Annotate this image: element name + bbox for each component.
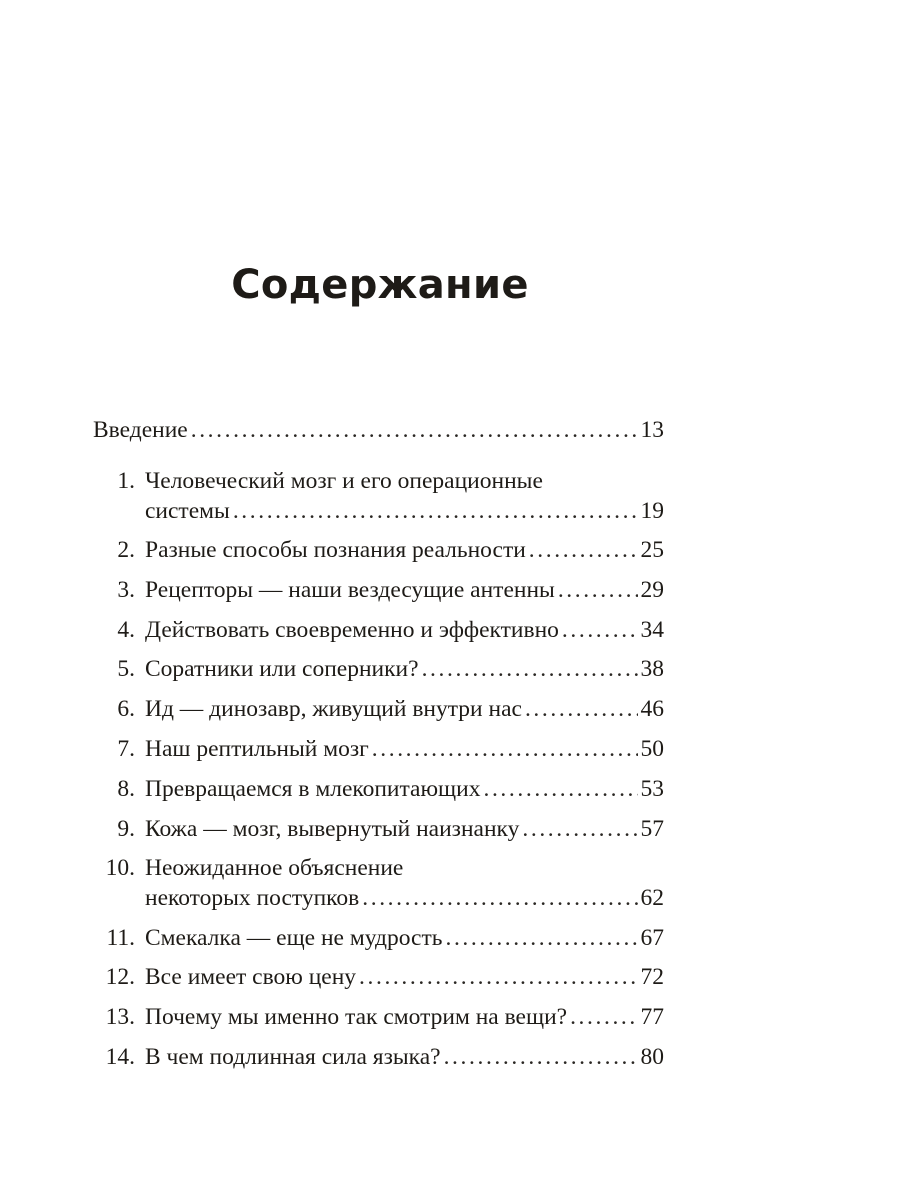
dot-leader [372,734,638,764]
dot-leader [191,415,638,445]
toc-entry-chapter-10[interactable] [93,853,664,913]
page-title: Содержание [231,262,529,308]
chapter-number: 4. [117,617,135,643]
dot-leader [444,1042,638,1072]
dot-leader [422,654,638,684]
toc-entry-title: Введение [93,417,188,443]
dot-leader [359,962,637,992]
toc-entry-title: Разные способы познания реальности [145,537,526,563]
toc-page-number: 80 [640,1044,664,1070]
chapter-number: 6. [117,696,135,722]
toc-entry-title: Все имеет свою цену [145,964,357,990]
toc-page-number: 46 [640,696,664,722]
toc-page-number: 77 [640,1004,664,1030]
chapter-number: 14. [105,1044,135,1070]
dot-leader [445,923,637,953]
toc-page-number: 34 [640,617,664,643]
toc-entry-title: Рецепторы — наши вездесущие антенны [145,577,555,603]
dot-leader [525,694,638,724]
toc-entry-chapter-8[interactable] [93,774,664,804]
toc-entry-title-continued: системы [145,498,230,524]
toc-entry-chapter-5[interactable] [93,654,664,684]
dot-leader [522,814,637,844]
chapter-number: 10. [105,855,135,881]
toc-entry-title: Человеческий мозг и его операционные [145,468,543,494]
toc-entry-title: Действовать своевременно и эффективно [145,617,559,643]
toc-entry-chapter-12[interactable] [93,962,664,992]
chapter-number: 9. [117,816,135,842]
toc-entry-title: Кожа — мозг, вывернутый наизнанку [145,816,520,842]
toc-page-number: 13 [640,417,664,443]
dot-leader [558,575,638,605]
toc-page-number: 67 [640,925,664,951]
chapter-number: 1. [117,468,135,494]
toc-page-number: 62 [640,885,664,911]
toc-entry-chapter-9[interactable] [93,814,664,844]
chapter-number: 2. [117,537,135,563]
chapter-number: 8. [117,776,135,802]
toc-entry-chapter-4[interactable] [93,615,664,645]
toc-page-number: 50 [640,736,664,762]
toc-entry-title: Соратники или соперники? [145,656,419,682]
chapter-number: 7. [117,736,135,762]
toc-entry-chapter-2[interactable] [93,535,664,565]
toc-entry-title-continued: некоторых поступков [145,885,360,911]
toc-entry-title: Неожиданное объяснение [145,855,404,881]
toc-entry-intro[interactable] [93,415,664,445]
toc-entry-chapter-7[interactable] [93,734,664,764]
toc-page-number: 53 [640,776,664,802]
dot-leader [233,496,638,526]
toc-page-number: 72 [640,964,664,990]
toc-page-number: 19 [640,498,664,524]
dot-leader [529,535,638,565]
toc-page-number: 38 [640,656,664,682]
toc-entry-title: Почему мы именно так смотрим на вещи? [145,1004,568,1030]
toc-page-number: 57 [640,816,664,842]
chapter-number: 11. [106,925,135,951]
toc-page-number: 29 [640,577,664,603]
toc-entry-title: Ид — динозавр, живущий внутри нас [145,696,522,722]
toc-entry-chapter-11[interactable] [93,923,664,953]
toc-entry-chapter-14[interactable] [93,1042,664,1072]
toc-entry-title: Смекалка — еще не мудрость [145,925,443,951]
toc-entry-chapter-6[interactable] [93,694,664,724]
toc-entry-chapter-13[interactable] [93,1002,664,1032]
chapter-number: 13. [105,1004,135,1030]
toc-entry-title: В чем подлинная сила языка? [145,1044,441,1070]
toc-page-number: 25 [640,537,664,563]
toc-entry-chapter-3[interactable] [93,575,664,605]
chapter-number: 12. [105,964,135,990]
toc-entry-chapter-1[interactable] [93,466,664,526]
toc-entry-title: Превращаемся в млекопитающих [145,776,481,802]
dot-leader [483,774,637,804]
toc-entry-title: Наш рептильный мозг [145,736,369,762]
dot-leader [570,1002,637,1032]
chapter-number: 5. [117,656,135,682]
chapter-number: 3. [117,577,135,603]
dot-leader [562,615,638,645]
dot-leader [362,883,637,913]
